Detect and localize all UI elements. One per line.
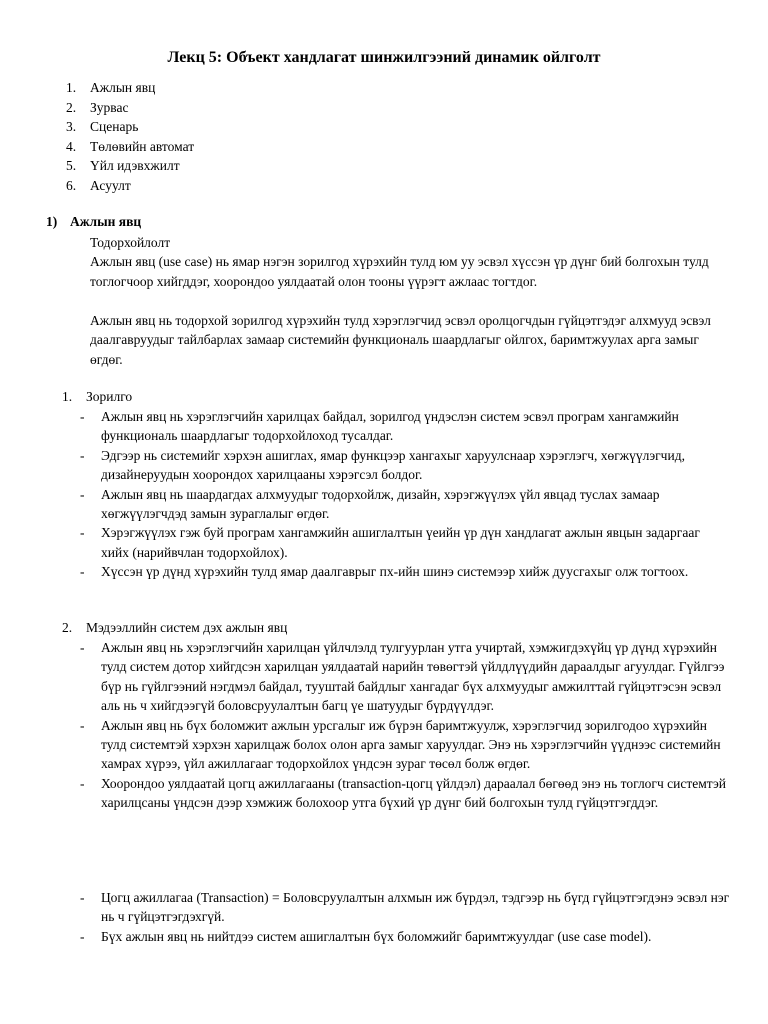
- list-item: [80, 407, 730, 446]
- definition-block: [90, 233, 720, 291]
- list-item: [80, 523, 730, 562]
- list-item-text: Ажлын явц нь хэрэглэгчийн харилцан үйлчлэлд тулгуурлан утга учиртай, хэмжигдэхүйц үр дүнд хүрэхийн тулд систем дотор хийгдсэн харилцан уялдаатай нарийн төвөгтэй үйлдлүүдийн дараалдыг агуулдаг. Гүйлгээ бүр нь гүйлгээний нэгдмэл байдал, тууштай байдлыг хангадаг бүх алхмуудыг амжилттай гүйцэтгэсэн эсвэл аль нь ч хийгдээгүй боловсруулалтын багц үе шатуудыг бүрдүүлдэг.: [101, 640, 725, 714]
- dash-marker: -: [80, 890, 85, 905]
- toc-label: Төлөвийн автомат: [90, 138, 195, 154]
- toc-item: [66, 137, 706, 157]
- toc-item: [66, 98, 706, 118]
- table-of-contents: [66, 78, 706, 195]
- goal-list: [80, 407, 730, 582]
- toc-label: Үйл идэвхжилт: [90, 158, 180, 173]
- list-item: [80, 774, 730, 813]
- list-item: [80, 638, 730, 716]
- extra-list: [80, 888, 730, 946]
- list-item: [80, 446, 730, 485]
- toc-label: Зурвас: [90, 99, 129, 115]
- list-item-text: Бүх ажлын явц нь нийтдээ систем ашиглалтын бүх боломжийг баримтжуулдаг (use case model).: [101, 928, 652, 944]
- dash-marker: -: [80, 717, 85, 733]
- toc-label: Асуулт: [90, 177, 131, 193]
- dash-marker: -: [80, 564, 85, 580]
- list-item: [80, 562, 730, 581]
- toc-number: 5.: [66, 158, 77, 173]
- list-item: [80, 927, 730, 946]
- description-block: [90, 311, 720, 369]
- list-item-text: Хоорондоо уялдаатай цогц ажиллагааны (transaction-цогц үйлдэл) дараалал бөгөөд энэ нь тоглогч системтэй харилцсаны үндсэн дээр хэмжиж болохоор утга бүхий үр дүнг бий болгохын тулд гүйцэтгэгддэг.: [101, 775, 727, 811]
- subsection-number: 1.: [62, 389, 73, 404]
- dash-marker: -: [80, 525, 85, 541]
- toc-label: Сценарь: [90, 119, 139, 134]
- toc-label: Ажлын явц: [90, 80, 156, 95]
- toc-number: 4.: [66, 138, 77, 154]
- dash-marker: -: [80, 486, 85, 502]
- infosys-list: [80, 638, 730, 813]
- list-item-text: Ажлын явц нь шаардагдах алхмуудыг тодорхойлж, дизайн, хэрэгжүүлэх үйл явцад туслах замаар хөгжүүлэгчдэд замын зураглалыг өгдөг.: [101, 486, 660, 522]
- dash-marker: -: [80, 640, 85, 655]
- toc-item: [66, 117, 706, 137]
- subsection-number: 2.: [62, 620, 73, 635]
- list-item-text: Ажлын явц нь бүх боломжит ажлын урсгалыг иж бүрэн баримтжуулж, хэрэглэгчид зорилгодоо хүрэхийн тулд системтэй хэрхэн харилцаж болох олон арга замыг харуулдаг. Энэ нь хэрэглэгчийн үүднээс системийн хамрах хүрээ, үйл ажиллагааг тодорхойлох үндсэн зураг төсөл болж өгдөг.: [101, 717, 721, 772]
- definition-label: Тодорхойлолт: [90, 235, 171, 250]
- toc-number: 2.: [66, 99, 77, 115]
- section-number: 1): [46, 214, 58, 229]
- subsection-title: Зорилго: [86, 389, 133, 404]
- list-item-text: Ажлын явц нь хэрэглэгчийн харилцах байдал, зорилгод үндэслэн систем эсвэл програм хангамжийн функциональ шаардлагыг тодорхойлоход тусалдаг.: [101, 409, 679, 444]
- toc-item: [66, 78, 706, 98]
- toc-number: 6.: [66, 177, 77, 193]
- dash-marker: -: [80, 928, 85, 944]
- list-item: [80, 485, 730, 524]
- list-item-text: Эдгээр нь системийг хэрхэн ашиглах, ямар функцээр хангахыг харуулснаар хэрэглэгч, хөгжүүлэгчид, дизайнеруудын хоорондох харилцааны хэрэгсэл болдог.: [101, 447, 685, 483]
- subsection-heading-goal: [62, 387, 132, 406]
- description-paragraph: Ажлын явц нь тодорхой зорилгод хүрэхийн тулд хэрэглэгчид эсвэл оролцогчдын гүйцэтгэдэг алхмууд эсвэл даалгавруудыг тайлбарлах замаар системийн функциональ шаардлагыг ойлгох, баримтжуулах арга замыг өгдөг.: [90, 313, 711, 367]
- section-title: Ажлын явц: [70, 214, 142, 229]
- document-title: Лекц 5: Объект хандлагат шинжилгээний динамик ойлголт: [167, 49, 601, 66]
- list-item-text: Хэрэгжүүлэх гэж буй програм хангамжийн ашиглалтын үеийн үр дүн хандлагат ажлын явцын задаргааг хийх (нарийвчлан тодорхойлох).: [101, 525, 700, 560]
- dash-marker: -: [80, 775, 85, 791]
- list-item: [80, 716, 730, 774]
- toc-number: 3.: [66, 119, 77, 134]
- list-item-text: Хүссэн үр дүнд хүрэхийн тулд ямар даалгаврыг пх-ийн шинэ системээр хийж дуусгахыг олж тогтоох.: [101, 564, 689, 580]
- definition-paragraph: Ажлын явц (use case) нь ямар нэгэн зорилгод хүрэхийн тулд юм уу эсвэл хүссэн үр дүнг бий болгохын тулд тоглогчоор хийгддэг, хоорондоо уялдаатай олон тооны үүрэгт ажлаас тогтдог.: [90, 254, 709, 289]
- section-heading: [46, 212, 141, 232]
- toc-item: [66, 156, 706, 176]
- toc-number: 1.: [66, 80, 77, 95]
- dash-marker: -: [80, 409, 85, 424]
- dash-marker: -: [80, 447, 85, 463]
- toc-item: [66, 176, 706, 196]
- list-item-text: Цогц ажиллагаа (Transaction) = Боловсруулалтын алхмын иж бүрдэл, тэдгээр нь бүгд гүйцэтгэгдэнэ эсвэл нэг нь ч гүйцэтгэгдэхгүй.: [101, 890, 730, 925]
- list-item: [80, 888, 730, 927]
- subsection-heading-infosys: [62, 618, 287, 637]
- subsection-title: Мэдээллийн систем дэх ажлын явц: [86, 620, 288, 635]
